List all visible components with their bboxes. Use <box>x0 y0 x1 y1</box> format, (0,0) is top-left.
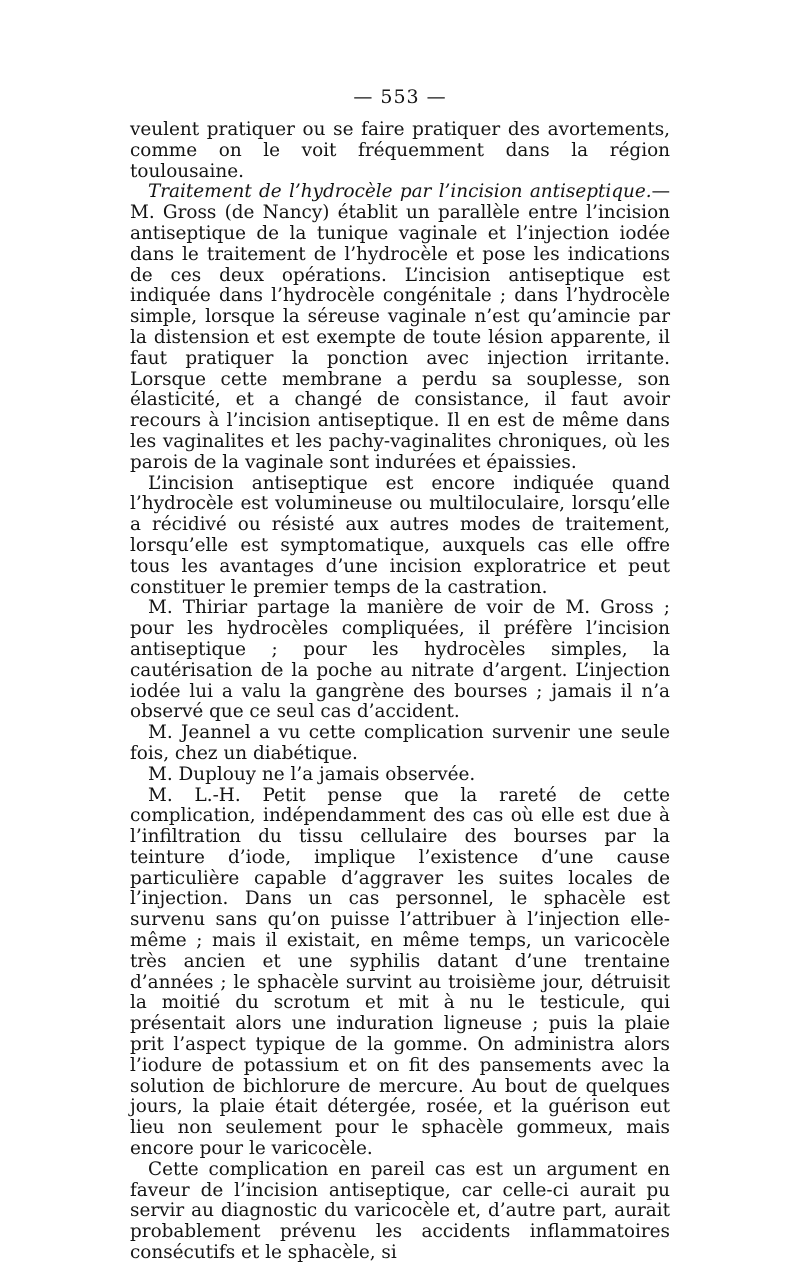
paragraph-continuation: veulent pratiquer ou se faire pratiquer des avortements, comme on le voit fréquemment dans la région toulousaine. <box>130 119 670 182</box>
paragraph-section-gross <box>130 182 670 473</box>
page-number: — 553 — <box>353 86 447 108</box>
paragraph-conclusion: Cette complication en pareil cas est un argument en faveur de l’incision antiseptique, car celle-ci aurait pu servir au diagnostic du varicocèle et, d’autre part, aurait probablement prévenu les accidents inflammatoires consécutifs et le sphacèle, si <box>130 1158 670 1264</box>
section-heading: Traitement de l’hydrocèle par l’incision antiseptique. <box>148 181 652 203</box>
paragraph-duplouy: M. Duplouy ne l’a jamais observée. <box>148 763 476 785</box>
body-text <box>130 120 670 1264</box>
paragraph-petit: M. L.-H. Petit pense que la rareté de cette complication, indépendamment des cas où elle est due à l’infiltration du tissu cellulaire des bourses par la teinture d’iode, implique l’existence d’une cause particulière capable d’aggraver les suites locales de l’injection. Dans un cas personnel, le sphacèle est survenu sans qu’on puisse l’attribuer à l’injection elle-même ; mais il existait, en même temps, un varicocèle très ancien et une syphilis datant d’une trentaine d’années ; le sphacèle survint au troisième jour, détruisit la moitié du scrotum et mit à nu le testicule, qui présentait alors une induration ligneuse ; puis la plaie prit l’aspect typique de la gomme. On administra alors l’iodure de potassium et on fit des pansements avec la solution de bichlorure de mercure. Au bout de quelques jours, la plaie était détergée, rosée, et la guérison eut lieu non seulement pour le sphacèle gommeux, mais encore pour le varicocèle. <box>130 784 670 1160</box>
paragraph-jeannel: M. Jeannel a vu cette complication survenir une seule fois, chez un diabétique. <box>130 722 670 764</box>
paragraph-indications: L’incision antiseptique est encore indiquée quand l’hydrocèle est volumineuse ou multiloculaire, lorsqu’elle a récidivé ou résisté aux autres modes de traitement, lorsqu’elle est symptomatique, auxquels cas elle offre tous les avantages d’une incision exploratrice et peut constituer le premier temps de la castration. <box>130 472 670 598</box>
paragraph-thiriar: M. Thiriar partage la manière de voir de M. Gross ; pour les hydrocèles compliquées, il préfère l’incision antiseptique ; pour les hydrocèles simples, la cautérisation de la poche au nitrate d’argent. L’injection iodée lui a valu la gangrène des bourses ; jamais il n’a observé que ce seul cas d’accident. <box>130 597 670 723</box>
paragraph-text: — M. Gross (de Nancy) établit un parallèle entre l’incision antiseptique de la tunique vaginale et l’injection iodée dans le traitement de l’hydrocèle et pose les indications de ces deux opérations. L’incision antiseptique est indiquée dans l’hydrocèle congénitale ; dans l’hydrocèle simple, lorsque la séreuse vaginale n’est qu’amincie par la distension et est exempte de toute lésion apparente, il faut pratiquer la ponction avec injection irritante. Lorsque cette membrane a perdu sa souplesse, son élasticité, et a changé de consistance, il faut avoir recours à l’incision antiseptique. Il en est de même dans les vaginalites et les pachy-vaginalites chroniques, où les parois de la vaginale sont indurées et épaissies. <box>130 181 670 473</box>
